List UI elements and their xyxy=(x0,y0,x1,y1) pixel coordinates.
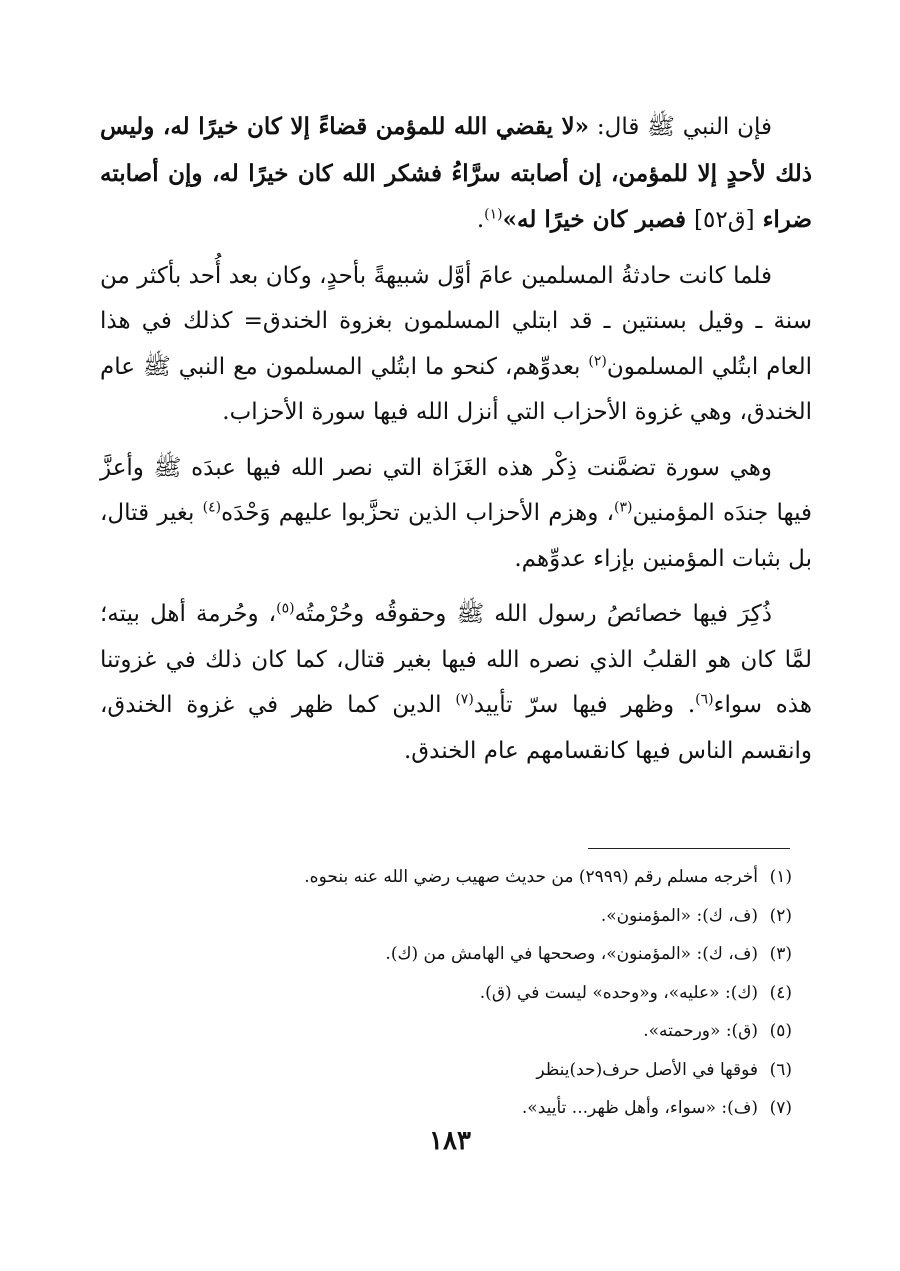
p2-text-b: بعدوِّهم، كنحو ما ابتُلي المسلمون مع النبي ﷺ عام الخندق، وهي غزوة الأحزاب التي أنزل الله فيها سورة الأحزاب. xyxy=(100,353,812,425)
paragraph-2 xyxy=(100,254,812,436)
footnote-ref-6[interactable]: (٦) xyxy=(695,691,714,708)
p1-intro: فإن النبي ﷺ قال: xyxy=(589,114,772,140)
p4-text-c: . وظهر فيها سرّ تأييد xyxy=(473,692,696,718)
manuscript-ref: [ق٥٢] xyxy=(694,207,755,233)
footnote-number: (٦) xyxy=(769,1059,792,1080)
footnotes xyxy=(100,858,792,1128)
footnote-number: (٤) xyxy=(769,982,792,1003)
p3-text-a: وهي سورة تضمَّنت ذِكْر هذه الغَزَاة التي نصر الله فيها عبدَه ﷺ وأعزَّ فيها جندَه المؤمنين xyxy=(100,454,813,526)
hadith-quote-end: فصبر كان خيرًا له» xyxy=(502,206,695,233)
footnote-number: (٣) xyxy=(769,944,792,964)
paragraph-4 xyxy=(100,592,812,774)
footnote-number: (٥) xyxy=(769,1021,792,1041)
footnote-ref-7[interactable]: (٧) xyxy=(455,691,474,708)
paragraph-1 xyxy=(100,104,812,244)
footnote-text: أخرجه مسلم رقم (٢٩٩٩) من حديث صهيب رضي الله عنه بنحوه. xyxy=(304,867,758,887)
footnote-item xyxy=(100,1089,792,1128)
p4-text-d: الدين كما ظهر في غزوة الخندق، وانقسم الناس فيها كانقسامهم عام الخندق. xyxy=(100,692,812,764)
footnote-ref-2[interactable]: (٢) xyxy=(588,352,607,369)
footnote-separator xyxy=(588,848,790,849)
footnote-item xyxy=(100,897,792,936)
footnote-item xyxy=(100,974,792,1013)
p3-text-c: بغير قتال، بل بثبات المؤمنين بإزاء عدوِّهم. xyxy=(100,500,812,572)
footnote-ref-1[interactable]: (١) xyxy=(484,206,503,223)
footnote-text: (ف، ك): «المؤمنون». xyxy=(600,905,758,926)
p4-text-b: ، وحُرمة أهل بيته؛ لمَّا كان هو القلبُ الذي نصره الله فيها بغير قتال، كما كان ذلك في غزوتنا هذه سواء xyxy=(100,601,813,718)
footnote-ref-5[interactable]: (٥) xyxy=(276,600,295,617)
footnote-text: (ف): «سواء، وأهل ظهر... تأييد». xyxy=(521,1098,758,1118)
footnote-item xyxy=(100,1051,792,1090)
footnote-text: (ك): «عليه»، و«وحده» ليست في (ق). xyxy=(479,982,758,1003)
footnote-text: (ق): «ورحمته». xyxy=(643,1021,758,1041)
p2-text-a: فلما كانت حادثةُ المسلمين عامَ أوَّل شبيهةً بأحدٍ، وكان بعد أُحد بأكثر من سنة ـ وقيل بسنتين ـ قد ابتلي المسلمون بغزوة الخندق= كذلك في هذا العام ابتُلي المسلمون xyxy=(100,262,812,380)
footnote-text: (ف، ك): «المؤمنون»، وصححها في الهامش من (ك). xyxy=(385,944,758,964)
footnote-text: فوقها في الأصل حرف(حد)ينظر xyxy=(536,1059,758,1080)
footnote-number: (٧) xyxy=(769,1098,792,1118)
hadith-quote: «لا يقضي الله للمؤمن قضاءً إلا كان خيرًا له، وليس ذلك لأحدٍ إلا للمؤمن، إن أصابته سرَّاءُ فشكر الله كان خيرًا له، وإن أصابته ضراء xyxy=(100,113,812,233)
paragraph-3 xyxy=(100,446,812,583)
p4-text-a: ذُكِرَ فيها خصائصُ رسول الله ﷺ وحقوقُه وحُرْمتُه xyxy=(294,601,772,627)
footnote-item xyxy=(100,858,792,897)
footnote-number: (١) xyxy=(769,867,792,887)
main-text xyxy=(100,104,812,784)
footnote-item xyxy=(100,935,792,974)
footnote-item xyxy=(100,1012,792,1051)
p3-text-b: ، وهزم الأحزاب الذين تحزَّبوا عليهم وَحْدَه xyxy=(221,500,615,526)
footnote-ref-3[interactable]: (٣) xyxy=(614,499,633,516)
footnote-ref-4[interactable]: (٤) xyxy=(202,499,222,516)
footnote-number: (٢) xyxy=(769,905,792,926)
page-number: ١٨٣ xyxy=(429,1126,471,1156)
p1-end: . xyxy=(476,207,485,233)
